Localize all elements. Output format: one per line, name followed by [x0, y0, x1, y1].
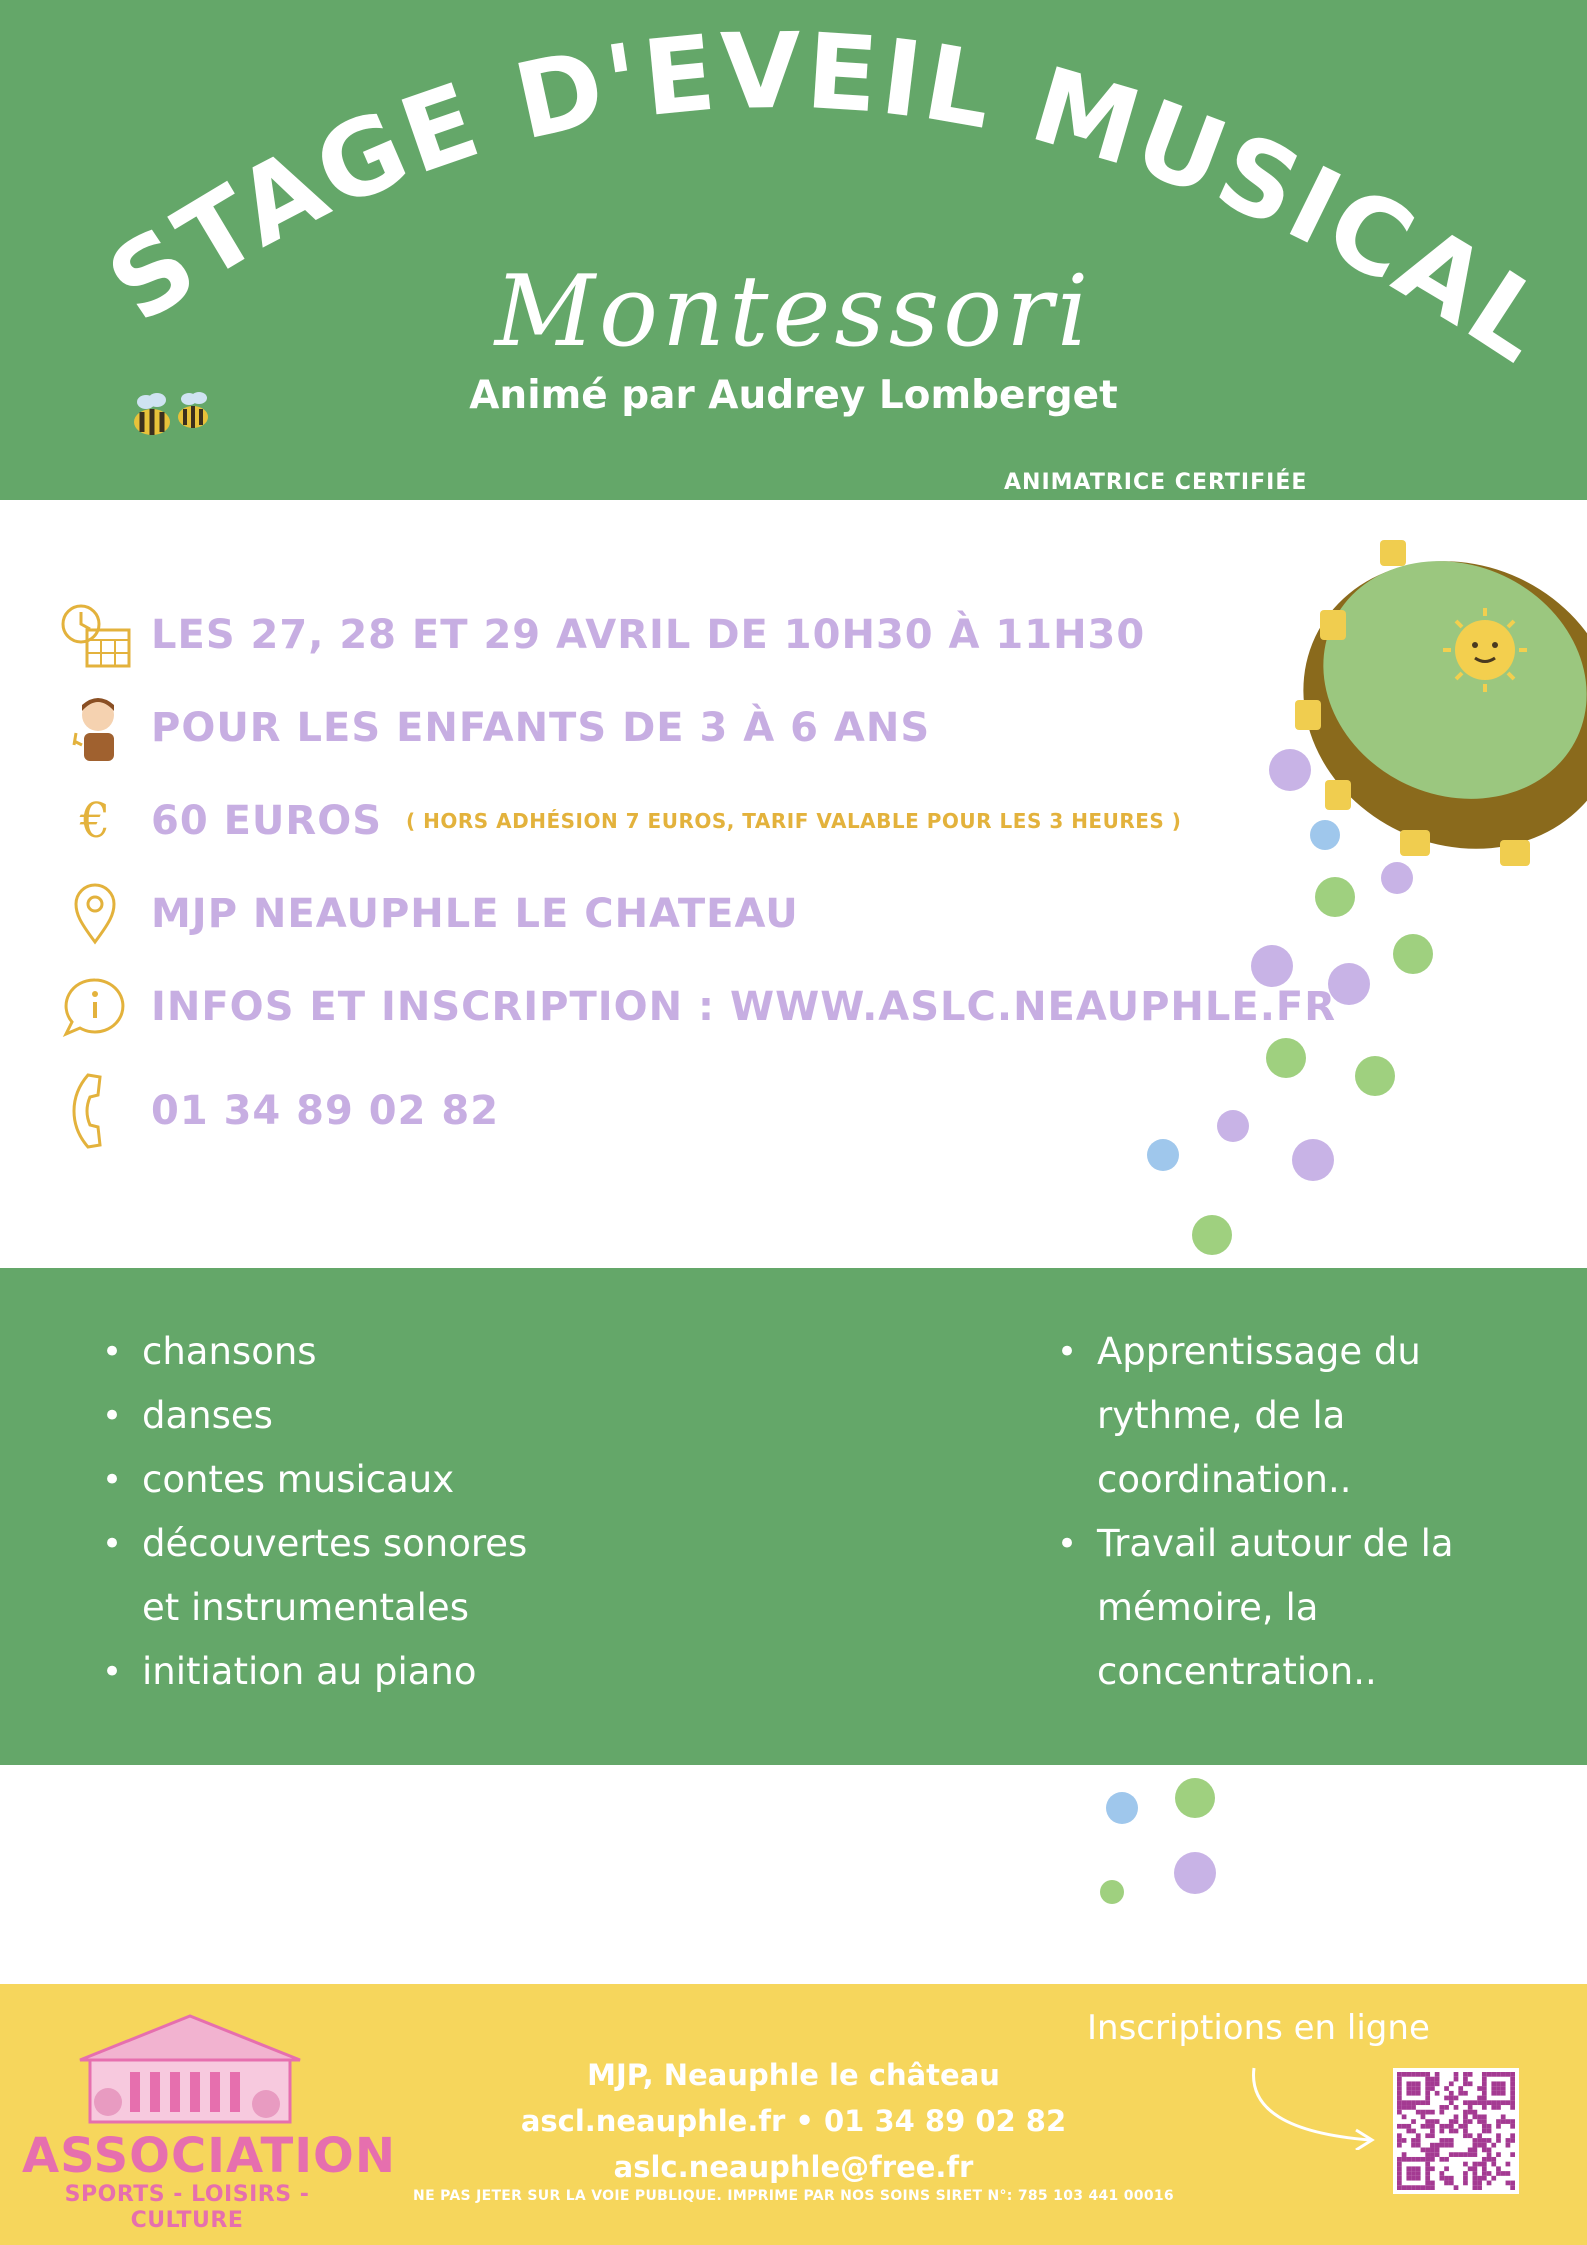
price-note: ( HORS ADHÉSION 7 EUROS, TARIF VALABLE POUR LES 3 HEURES )	[406, 809, 1182, 833]
phone-text: 01 34 89 02 82	[151, 1088, 500, 1134]
info-row-infos	[55, 972, 1337, 1042]
list-item: • chansons	[100, 1320, 527, 1384]
list-item: • Apprentissage du	[1055, 1320, 1454, 1384]
logo-subtitle: SPORTS - LOISIRS - CULTURE	[64, 2182, 310, 2233]
info-row-phone	[55, 1076, 1305, 1146]
title-arc	[0, 0, 1587, 500]
arrow-icon	[1240, 2060, 1380, 2150]
age-text: POUR LES ENFANTS DE 3 À 6 ANS	[151, 705, 931, 751]
qr-code-icon[interactable]	[1393, 2068, 1519, 2194]
list-item: • initiation au piano	[100, 1640, 527, 1704]
place-text: MJP NEAUPHLE LE CHATEAU	[151, 891, 799, 937]
list-item: coordination..	[1097, 1458, 1352, 1501]
phone-icon	[55, 1076, 135, 1146]
subtitle: Montessori	[494, 255, 1093, 369]
calendar-clock-icon	[55, 600, 135, 670]
list-item: • Travail autour de la	[1055, 1512, 1454, 1576]
info-row-price	[55, 786, 1305, 856]
location-pin-icon	[55, 879, 135, 949]
list-item: • découvertes sonores	[100, 1512, 527, 1576]
animator-name: Animé par Audrey Lomberget	[469, 373, 1118, 418]
bubbles-decoration-bottom	[1090, 1770, 1230, 1910]
footer-legal: NE PAS JETER SUR LA VOIE PUBLIQUE. IMPRIME PAR NOS SOINS SIRET N°: 785 103 441 00016	[413, 2188, 1174, 2204]
list-item: rythme, de la	[1097, 1394, 1346, 1437]
info-row-place	[55, 879, 1305, 949]
list-item: concentration..	[1097, 1650, 1377, 1693]
activities-list-left	[100, 1320, 527, 1704]
infos-text: INFOS ET INSCRIPTION : WWW.ASLC.NEAUPHLE.FR	[151, 984, 1337, 1030]
child-icon	[55, 693, 135, 763]
dates-text: LES 27, 28 ET 29 AVRIL DE 10H30 À 11H30	[151, 612, 1146, 658]
certified-label: ANIMATRICE CERTIFIÉE	[1004, 470, 1308, 495]
logo-title: ASSOCIATION	[22, 2128, 397, 2184]
footer-website-phone: ascl.neauphle.fr • 01 34 89 02 82	[520, 2104, 1067, 2138]
footer-email: aslc.neauphle@free.fr	[613, 2150, 974, 2184]
euro-icon: €	[79, 793, 111, 849]
list-item: et instrumentales	[142, 1586, 469, 1629]
info-row-age	[55, 693, 1305, 763]
list-item: • contes musicaux	[100, 1448, 527, 1512]
list-item: mémoire, la	[1097, 1586, 1319, 1629]
online-registration-label: Inscriptions en ligne	[1087, 2008, 1430, 2048]
list-item: • danses	[100, 1384, 527, 1448]
price-text: 60 EUROS	[151, 798, 383, 844]
footer-address: MJP, Neauphle le château	[587, 2058, 1000, 2092]
main-title: STAGE D'EVEIL MUSICAL	[86, 9, 1572, 388]
info-row-dates	[55, 600, 1305, 670]
info-bubble-icon	[55, 972, 135, 1042]
activities-list-right	[1055, 1320, 1454, 1704]
